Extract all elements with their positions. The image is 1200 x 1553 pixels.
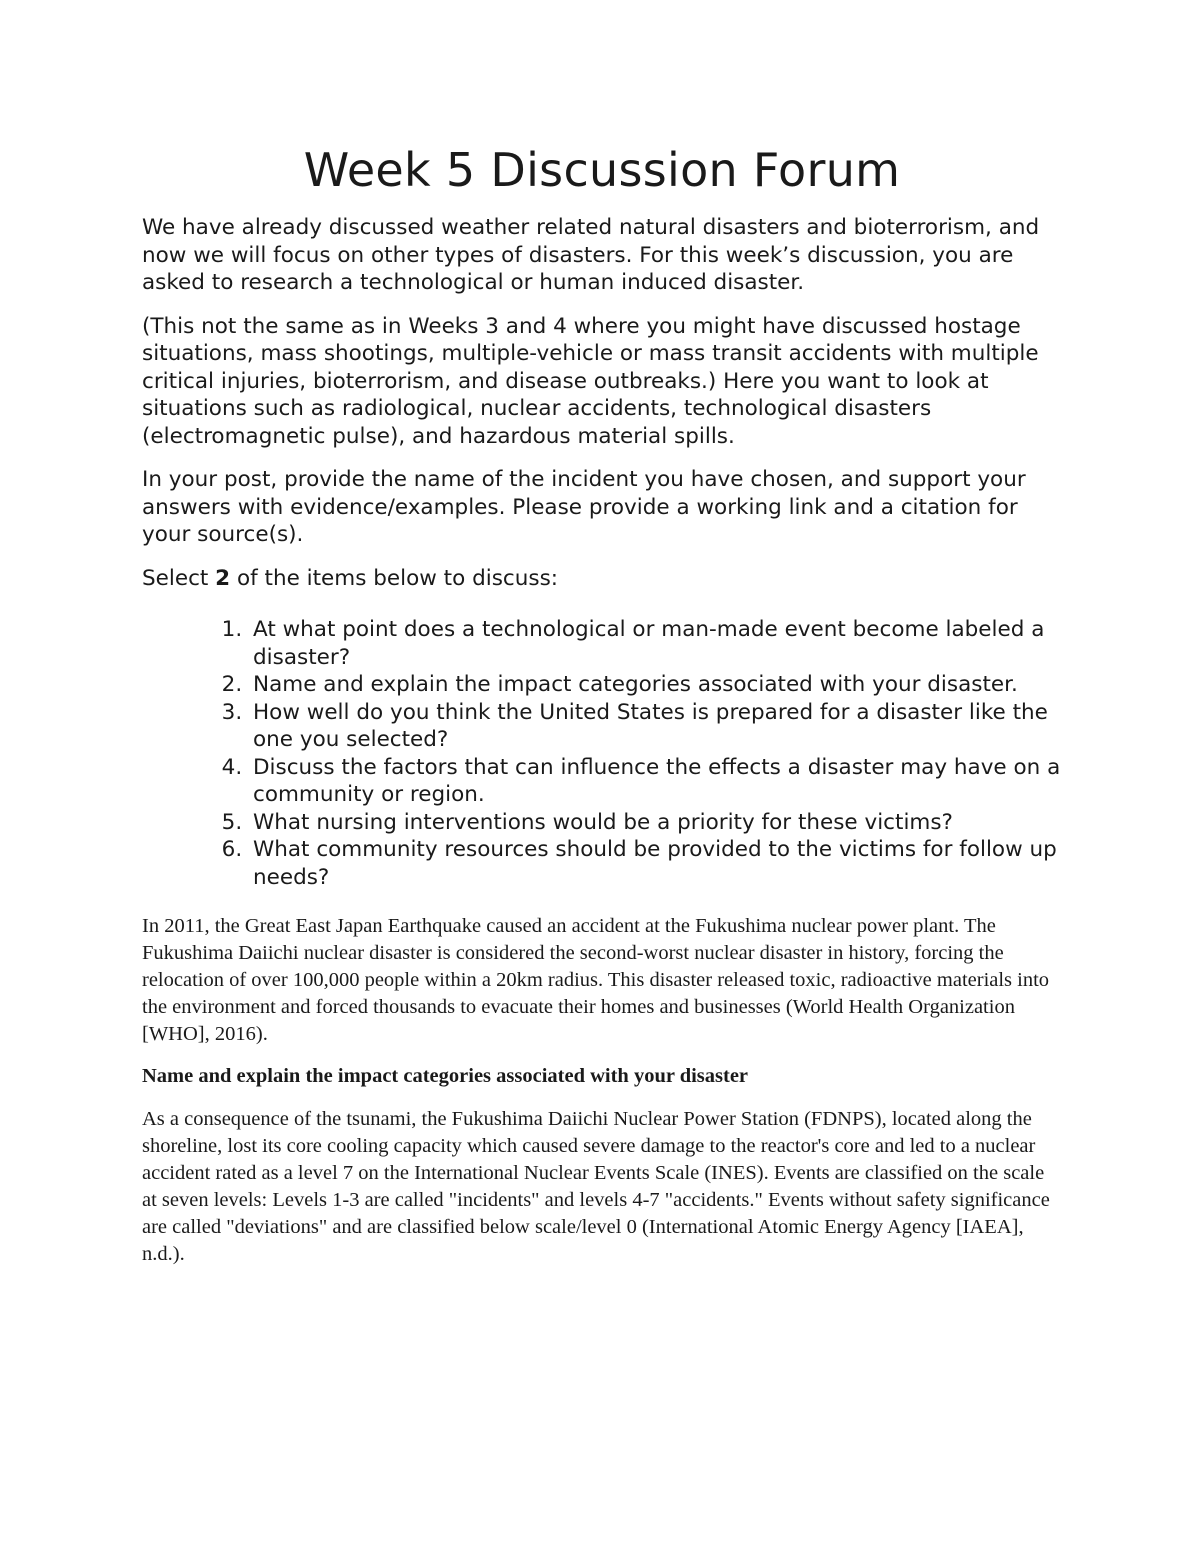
list-item: 6. What community resources should be provided to the victims for follow up needs? (249, 836, 1062, 891)
document-page (142, 140, 1062, 1283)
select-number: 2 (215, 565, 231, 591)
answer-paragraph-2: As a consequence of the tsunami, the Fukushima Daiichi Nuclear Power Station (FDNPS), located along the shoreline, lost its core cooling capacity which caused severe damage to the reactor's core and led to a nuclear accident rated as a level 7 on the International Nuclear Events Scale (INES). Events are classified on the scale at seven levels: Levels 1-3 are called "incidents" and levels 4-7 "accidents." Events without safety significance are called "deviations" and are classified below scale/level 0 (International Atomic Energy Agency [IAEA], n.d.). (142, 1108, 1050, 1265)
select-suffix: of the items below to discuss: (230, 565, 559, 591)
list-item: 1. At what point does a technological or man-made event become labeled a disaster? (249, 616, 1062, 671)
document-title: Week 5 Discussion Forum (303, 143, 901, 197)
answer-heading: Name and explain the impact categories associated with your disaster (142, 1065, 749, 1087)
intro-paragraph-2: (This not the same as in Weeks 3 and 4 where you might have discussed hostage situations, mass shootings, multiple-vehicle or mass transit accidents with multiple critical injuries, bioterrorism, and disease outbreaks.) Here you want to look at situations such as radiological, nuclear accidents, technological disasters (electromagnetic pulse), and hazardous material spills. (142, 313, 1039, 449)
list-item: 3. How well do you think the United States is prepared for a disaster like the one you selected? (249, 699, 1062, 754)
list-item: 2. Name and explain the impact categories associated with your disaster. (249, 671, 1062, 699)
discussion-items-list (142, 616, 1062, 891)
list-item: 5. What nursing interventions would be a priority for these victims? (249, 809, 1062, 837)
select-prefix: Select (142, 565, 216, 591)
list-item: 4. Discuss the factors that can influence the effects a disaster may have on a community or region. (249, 754, 1062, 809)
select-instruction (142, 565, 1062, 593)
answer-paragraph-1: In 2011, the Great East Japan Earthquake caused an accident at the Fukushima nuclear power plant. The Fukushima Daiichi nuclear disaster is considered the second-worst nuclear disaster in history, forcing the relocation of over 100,000 people within a 20km radius. This disaster released toxic, radioactive materials into the environment and forced thousands to evacuate their homes and businesses (World Health Organization [WHO], 2016). (142, 915, 1050, 1045)
intro-paragraph-1: We have already discussed weather related natural disasters and bioterrorism, and now we will focus on other types of disasters. For this week’s discussion, you are asked to research a technological or human induced disaster. (142, 215, 1040, 295)
intro-paragraph-3: In your post, provide the name of the incident you have chosen, and support your answers with evidence/examples. Please provide a working link and a citation for your source(s). (142, 467, 1026, 547)
